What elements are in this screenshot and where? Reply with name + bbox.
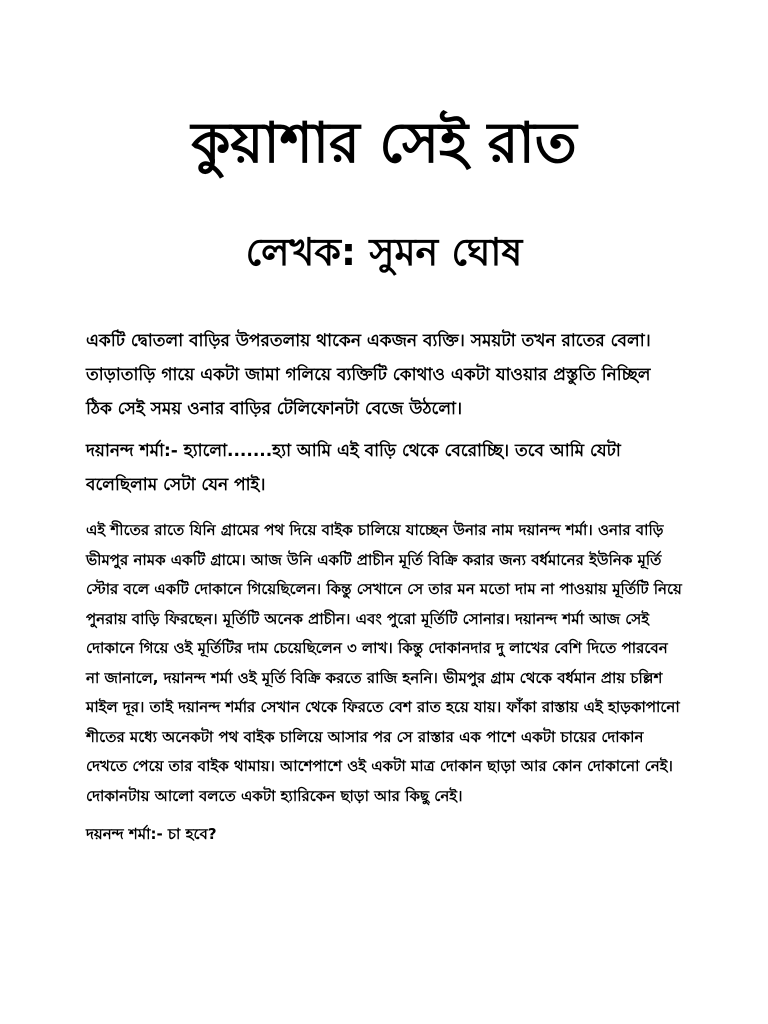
dialogue-paragraph: দয়ানন্দ শর্মা:- হ্যালো.......হ্যা আমি এই বাড়ি থেকে বেরোচ্ছি। তবে আমি যেটা বলেছিলাম সেটা যেন পাই। bbox=[86, 441, 621, 495]
paragraph: এই শীতের রাতে যিনি গ্রামের পথ দিয়ে বাইক চালিয়ে যাচ্ছেন উনার নাম দয়ানন্দ শর্মা। ওনার বাড়ি ভীমপুর নামক একটি গ্রামে। আজ উনি একটি প্রাচীন মূর্তি বিক্রি করার জন্য বর্ধমানের ইউনিক মূর্তি স্টোর বলে একটি দোকানে গিয়েছিলেন। কিন্তু সেখানে সে তার মন মতো দাম না পাওয়ায় মূর্তিটি নিয়ে পুনরায় বাড়ি ফিরছেন। মূর্তিটি অনেক প্রাচীন। এবং পুরো মূর্তিটি সোনার। দয়ানন্দ শর্মা আজ সেই দোকানে গিয়ে ওই মূর্তিটির দাম চেয়েছিলেন ৩ লাখ। কিন্তু দোকানদার দু লাখের বেশি দিতে পারবেন না জানালে, দয়ানন্দ শর্মা ওই মূর্তি বিক্রি করতে রাজি হননি। ভীমপুর গ্রাম থেকে বর্ধমান প্রায় চল্লিশ মাইল দূর। তাই দয়ানন্দ শর্মার সেখান থেকে ফিরতে বেশ রাত হয়ে যায়। ফাঁকা রাস্তায় এই হাড়কাপানো শীতের মধ্যে অনেকটা পথ বাইক চালিয়ে আসার পর সে রাস্তার এক পাশে একটা চায়ের দোকান দেখতে পেয়ে তার বাইক থামায়। আশেপাশে ওই একটা মাত্র দোকান ছাড়া আর কোন দোকানো নেই। দোকানটায় আলো বলতে একটা হ্যারিকেন ছাড়া আর কিছু নেই। bbox=[86, 521, 682, 805]
story-title: কুয়াশার সেই রাত bbox=[191, 111, 577, 176]
paragraph: একটি দ্বোতলা বাড়ির উপরতলায় থাকেন একজন ব্যক্তি। সময়টা তখন রাতের বেলা। তাড়াতাড়ি গায়ে একটা জামা গলিয়ে ব্যক্তিটি কোথাও একটা যাওয়ার প্রস্তুতি নিচ্ছিল ঠিক সেই সময় ওনার বাড়ির টেলিফোনটা বেজে উঠলো। bbox=[86, 331, 651, 419]
author-line: লেখক: সুমন ঘোষ bbox=[245, 230, 523, 274]
dialogue-paragraph: দয়নন্দ শর্মা:- চা হবে? bbox=[86, 825, 217, 843]
